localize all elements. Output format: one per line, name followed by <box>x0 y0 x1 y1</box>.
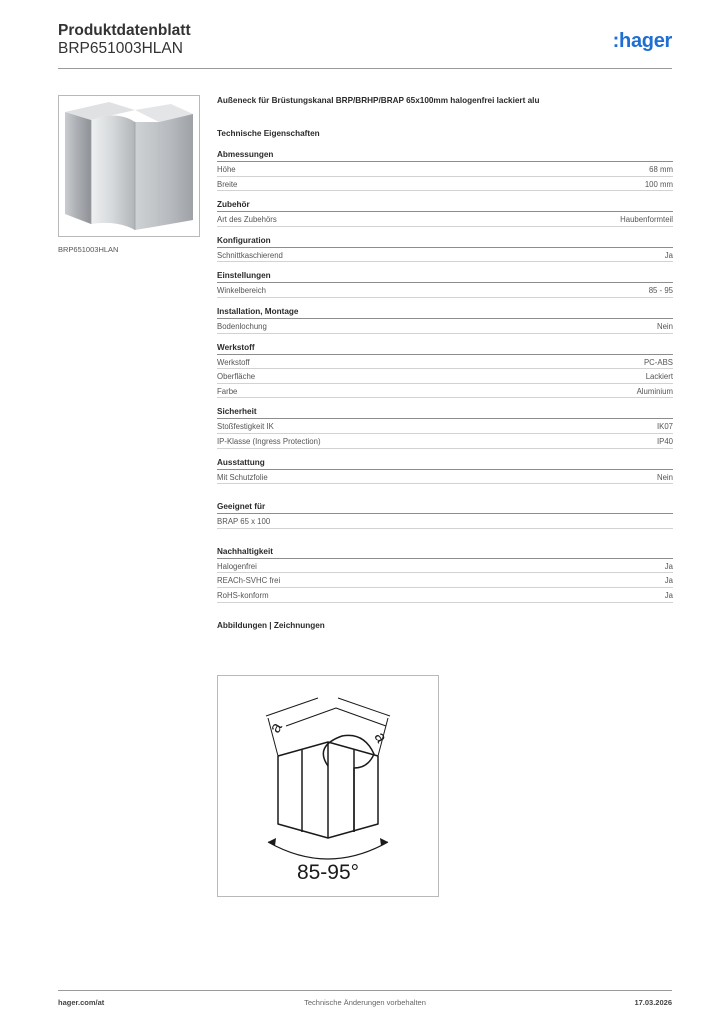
property-row <box>217 162 673 177</box>
header-divider <box>58 68 672 69</box>
property-value: Ja <box>664 561 673 571</box>
property-label: Oberfläche <box>217 372 256 382</box>
property-label: Höhe <box>217 165 236 174</box>
property-row <box>217 355 673 370</box>
technical-properties-heading: Technische Eigenschaften <box>217 129 320 138</box>
section-ausstattung <box>217 458 673 485</box>
section-installation <box>217 307 673 334</box>
document-title: Produktdatenblatt <box>58 22 191 39</box>
product-photo-icon <box>59 96 199 236</box>
corner-drawing-icon <box>218 676 438 896</box>
section-werkstoff <box>217 343 673 399</box>
property-value: PC-ABS <box>643 357 673 367</box>
footer-date: 17.03.2026 <box>634 998 672 1007</box>
article-number: BRP651003HLAN <box>58 40 183 57</box>
section-title: Abmessungen <box>217 150 673 162</box>
product-description: Außeneck für Brüstungskanal BRP/BRHP/BRAP 65x100mm halogenfrei lackiert alu <box>217 96 540 105</box>
property-label: RoHS-konform <box>217 590 269 600</box>
property-row <box>217 283 673 298</box>
product-details <box>217 96 673 633</box>
section-sicherheit <box>217 407 673 448</box>
hager-logo: :hager <box>612 30 672 52</box>
page-header <box>58 22 672 70</box>
section-konfiguration <box>217 236 673 263</box>
footer-website-link[interactable]: hager.com/at <box>58 998 105 1007</box>
dimension-label-left: a <box>266 719 286 736</box>
property-label: Breite <box>217 179 238 189</box>
property-value: Haubenformteil <box>620 215 673 225</box>
section-title: Installation, Montage <box>217 307 673 319</box>
property-value: Lackiert <box>645 372 673 382</box>
property-row <box>217 470 673 485</box>
section-title: Zubehör <box>217 200 673 212</box>
section-title: Geeignet für <box>217 502 673 514</box>
property-row <box>217 212 673 227</box>
property-value: IP40 <box>656 436 673 446</box>
section-title: Sicherheit <box>217 407 673 419</box>
property-row <box>217 384 673 399</box>
image-caption: BRP651003HLAN <box>58 245 119 254</box>
property-value: Ja <box>664 576 673 586</box>
property-row <box>217 588 673 603</box>
property-value: 100 mm <box>644 179 673 189</box>
section-title: Konfiguration <box>217 236 673 248</box>
section-nachhaltigkeit <box>217 547 673 603</box>
product-image <box>58 95 200 237</box>
property-value: Nein <box>656 321 673 331</box>
property-label: IP-Klasse (Ingress Protection) <box>217 436 321 446</box>
dimension-label-right: a <box>370 729 390 746</box>
property-label: Stoßfestigkeit IK <box>217 422 274 432</box>
property-row <box>217 369 673 384</box>
property-row <box>217 177 673 192</box>
property-label: Mit Schutzfolie <box>217 472 268 482</box>
property-row <box>217 434 673 449</box>
drawings-title: Abbildungen | Zeichnungen <box>217 620 325 630</box>
section-title: Werkstoff <box>217 343 673 355</box>
property-label: Winkelbereich <box>217 286 266 296</box>
property-row <box>217 559 673 574</box>
property-label: REACh-SVHC frei <box>217 576 281 586</box>
property-label: Halogenfrei <box>217 561 257 571</box>
property-label: Art des Zubehörs <box>217 215 277 225</box>
property-value: 85 - 95 <box>648 286 673 296</box>
property-row <box>217 319 673 334</box>
property-value: Aluminium <box>636 386 673 396</box>
property-value: Ja <box>664 250 673 260</box>
section-zubehoer <box>217 200 673 227</box>
property-value: Nein <box>656 472 673 482</box>
footer-divider <box>58 990 672 991</box>
section-title: Ausstattung <box>217 458 673 470</box>
property-label: Schnittkaschierend <box>217 250 283 260</box>
property-row <box>217 419 673 434</box>
angle-label: 85-95° <box>296 861 360 884</box>
section-einstellungen <box>217 271 673 298</box>
footer-disclaimer: Technische Änderungen vorbehalten <box>304 998 426 1007</box>
technical-drawing <box>217 675 439 897</box>
section-title: Einstellungen <box>217 271 673 283</box>
property-row <box>217 248 673 263</box>
property-row <box>217 514 673 529</box>
property-value: IK07 <box>656 422 673 432</box>
property-label: BRAP 65 x 100 <box>217 517 271 527</box>
property-row <box>217 573 673 588</box>
section-title: Nachhaltigkeit <box>217 547 673 559</box>
property-label: Farbe <box>217 386 238 396</box>
property-value: Ja <box>664 590 673 600</box>
property-value: 68 mm <box>649 165 673 174</box>
property-label: Werkstoff <box>217 357 250 367</box>
drawings-section <box>217 621 673 633</box>
section-abmessungen <box>217 150 673 191</box>
section-geeignet-fuer <box>217 502 673 529</box>
property-label: Bodenlochung <box>217 321 267 331</box>
